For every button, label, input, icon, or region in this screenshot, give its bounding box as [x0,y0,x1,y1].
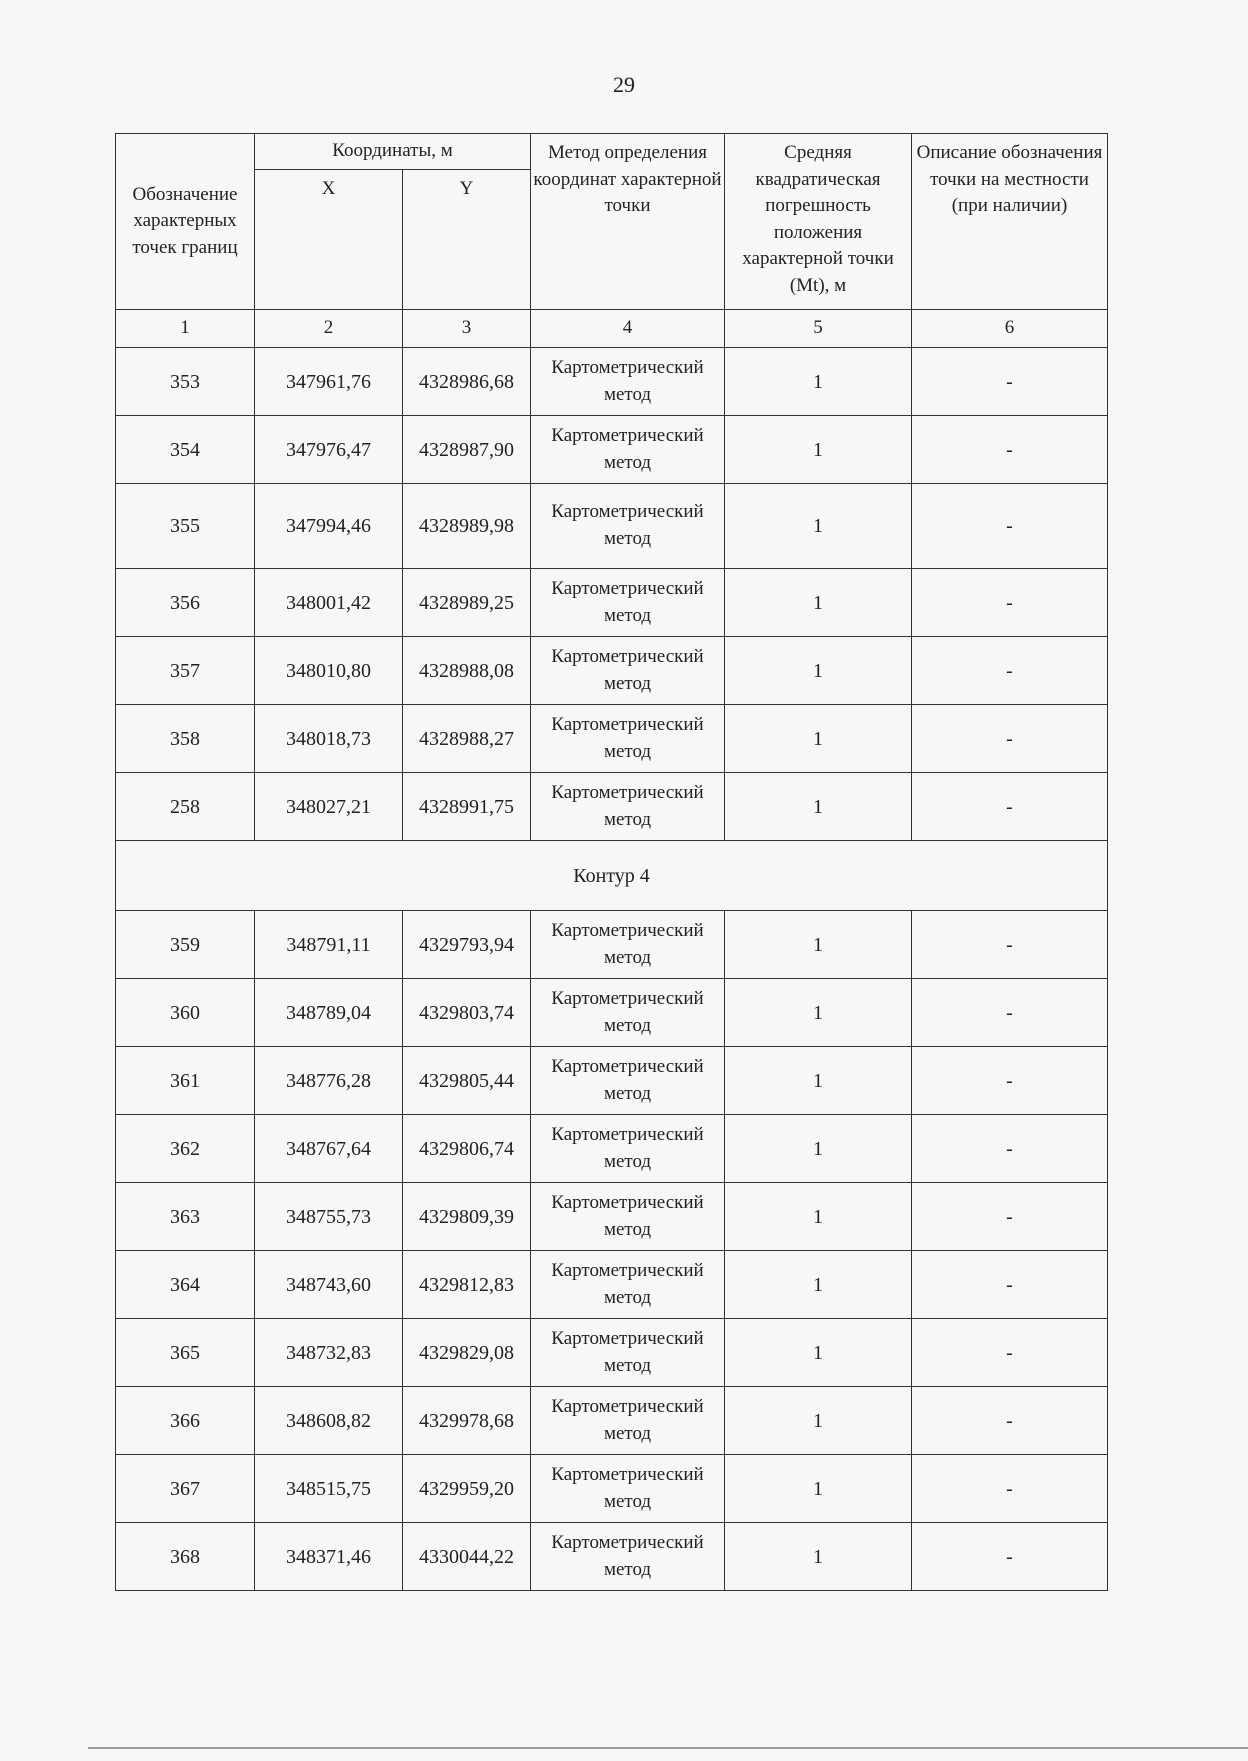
point-cell: 365 [116,1319,255,1387]
x-coordinate-cell: 348789,04 [255,979,403,1047]
mt-error-cell: 1 [725,1523,912,1591]
mt-error-cell: 1 [725,1387,912,1455]
table-row [116,1183,1108,1251]
description-cell: - [912,569,1108,637]
method-cell: Картометрический метод [531,773,725,841]
page-number: 29 [613,72,635,97]
point-cell: 258 [116,773,255,841]
x-coordinate-cell: 348732,83 [255,1319,403,1387]
y-coordinate-cell: 4329829,08 [403,1319,531,1387]
method-cell: Картометрический метод [531,1455,725,1523]
y-coordinate-cell: 4329805,44 [403,1047,531,1115]
table-row [116,637,1108,705]
header-coordinates: Координаты, м [255,134,531,170]
mt-error-cell: 1 [725,1251,912,1319]
coordinates-table-wrapper [115,133,1107,1591]
coordinates-table [115,133,1108,1591]
y-coordinate-cell: 4328989,25 [403,569,531,637]
mt-error-cell: 1 [725,911,912,979]
header-row-top [116,134,1108,170]
description-cell: - [912,979,1108,1047]
method-cell: Картометрический метод [531,1523,725,1591]
point-cell: 363 [116,1183,255,1251]
table-row [116,773,1108,841]
table-row [116,705,1108,773]
point-cell: 367 [116,1455,255,1523]
method-cell: Картометрический метод [531,911,725,979]
mt-error-cell: 1 [725,773,912,841]
description-cell: - [912,1523,1108,1591]
description-cell: - [912,705,1108,773]
method-cell: Картометрический метод [531,484,725,569]
y-coordinate-cell: 4329959,20 [403,1455,531,1523]
x-coordinate-cell: 348371,46 [255,1523,403,1591]
header-description: Описание обозначения точки на местности (при наличии) [912,134,1108,310]
x-coordinate-cell: 347994,46 [255,484,403,569]
table-row [116,1523,1108,1591]
x-coordinate-cell: 348755,73 [255,1183,403,1251]
header-error: Средняя квадратическая погрешность положения характерной точки (Mt), м [725,134,912,310]
description-cell: - [912,1047,1108,1115]
point-cell: 364 [116,1251,255,1319]
point-cell: 368 [116,1523,255,1591]
table-row [116,484,1108,569]
point-cell: 359 [116,911,255,979]
header-x: X [255,170,403,310]
method-cell: Картометрический метод [531,637,725,705]
description-cell: - [912,637,1108,705]
table-row [116,569,1108,637]
point-cell: 358 [116,705,255,773]
table-row [116,1115,1108,1183]
contour-label: Контур 4 [116,841,1108,911]
point-cell: 360 [116,979,255,1047]
description-cell: - [912,1455,1108,1523]
table-row [116,1047,1108,1115]
page-bottom-edge [88,1747,1248,1749]
header-method: Метод определения координат характерной точки [531,134,725,310]
table-row [116,348,1108,416]
contour-row [116,841,1108,911]
description-cell: - [912,1387,1108,1455]
table-row [116,979,1108,1047]
description-cell: - [912,416,1108,484]
y-coordinate-cell: 4330044,22 [403,1523,531,1591]
y-coordinate-cell: 4329978,68 [403,1387,531,1455]
y-coordinate-cell: 4328988,27 [403,705,531,773]
method-cell: Картометрический метод [531,569,725,637]
x-coordinate-cell: 348018,73 [255,705,403,773]
x-coordinate-cell: 347976,47 [255,416,403,484]
point-cell: 366 [116,1387,255,1455]
column-number: 5 [725,310,912,348]
table-row [116,1319,1108,1387]
mt-error-cell: 1 [725,348,912,416]
mt-error-cell: 1 [725,1183,912,1251]
method-cell: Картометрический метод [531,1387,725,1455]
method-cell: Картометрический метод [531,1251,725,1319]
mt-error-cell: 1 [725,637,912,705]
y-coordinate-cell: 4329812,83 [403,1251,531,1319]
mt-error-cell: 1 [725,1455,912,1523]
method-cell: Картометрический метод [531,348,725,416]
point-cell: 356 [116,569,255,637]
description-cell: - [912,773,1108,841]
mt-error-cell: 1 [725,1115,912,1183]
description-cell: - [912,1183,1108,1251]
point-cell: 355 [116,484,255,569]
y-coordinate-cell: 4328989,98 [403,484,531,569]
table-row [116,1251,1108,1319]
y-coordinate-cell: 4329806,74 [403,1115,531,1183]
method-cell: Картометрический метод [531,416,725,484]
point-cell: 353 [116,348,255,416]
x-coordinate-cell: 348767,64 [255,1115,403,1183]
header-y: Y [403,170,531,310]
y-coordinate-cell: 4328987,90 [403,416,531,484]
header-designation: Обозначение характерных точек границ [116,134,255,310]
x-coordinate-cell: 347961,76 [255,348,403,416]
method-cell: Картометрический метод [531,1047,725,1115]
column-number: 1 [116,310,255,348]
table-row [116,1455,1108,1523]
point-cell: 357 [116,637,255,705]
column-number: 3 [403,310,531,348]
table-row [116,1387,1108,1455]
x-coordinate-cell: 348743,60 [255,1251,403,1319]
x-coordinate-cell: 348001,42 [255,569,403,637]
table-row [116,911,1108,979]
method-cell: Картометрический метод [531,979,725,1047]
y-coordinate-cell: 4329809,39 [403,1183,531,1251]
y-coordinate-cell: 4329803,74 [403,979,531,1047]
description-cell: - [912,911,1108,979]
description-cell: - [912,484,1108,569]
x-coordinate-cell: 348515,75 [255,1455,403,1523]
y-coordinate-cell: 4328991,75 [403,773,531,841]
column-number: 6 [912,310,1108,348]
method-cell: Картометрический метод [531,1115,725,1183]
x-coordinate-cell: 348776,28 [255,1047,403,1115]
table-row [116,416,1108,484]
mt-error-cell: 1 [725,416,912,484]
method-cell: Картометрический метод [531,1183,725,1251]
point-cell: 362 [116,1115,255,1183]
x-coordinate-cell: 348027,21 [255,773,403,841]
x-coordinate-cell: 348608,82 [255,1387,403,1455]
description-cell: - [912,348,1108,416]
mt-error-cell: 1 [725,705,912,773]
mt-error-cell: 1 [725,1319,912,1387]
description-cell: - [912,1115,1108,1183]
mt-error-cell: 1 [725,979,912,1047]
point-cell: 361 [116,1047,255,1115]
y-coordinate-cell: 4328988,08 [403,637,531,705]
x-coordinate-cell: 348791,11 [255,911,403,979]
y-coordinate-cell: 4329793,94 [403,911,531,979]
column-number: 2 [255,310,403,348]
column-number: 4 [531,310,725,348]
x-coordinate-cell: 348010,80 [255,637,403,705]
mt-error-cell: 1 [725,569,912,637]
column-number-row [116,310,1108,348]
point-cell: 354 [116,416,255,484]
method-cell: Картометрический метод [531,705,725,773]
mt-error-cell: 1 [725,484,912,569]
description-cell: - [912,1251,1108,1319]
description-cell: - [912,1319,1108,1387]
mt-error-cell: 1 [725,1047,912,1115]
method-cell: Картометрический метод [531,1319,725,1387]
y-coordinate-cell: 4328986,68 [403,348,531,416]
